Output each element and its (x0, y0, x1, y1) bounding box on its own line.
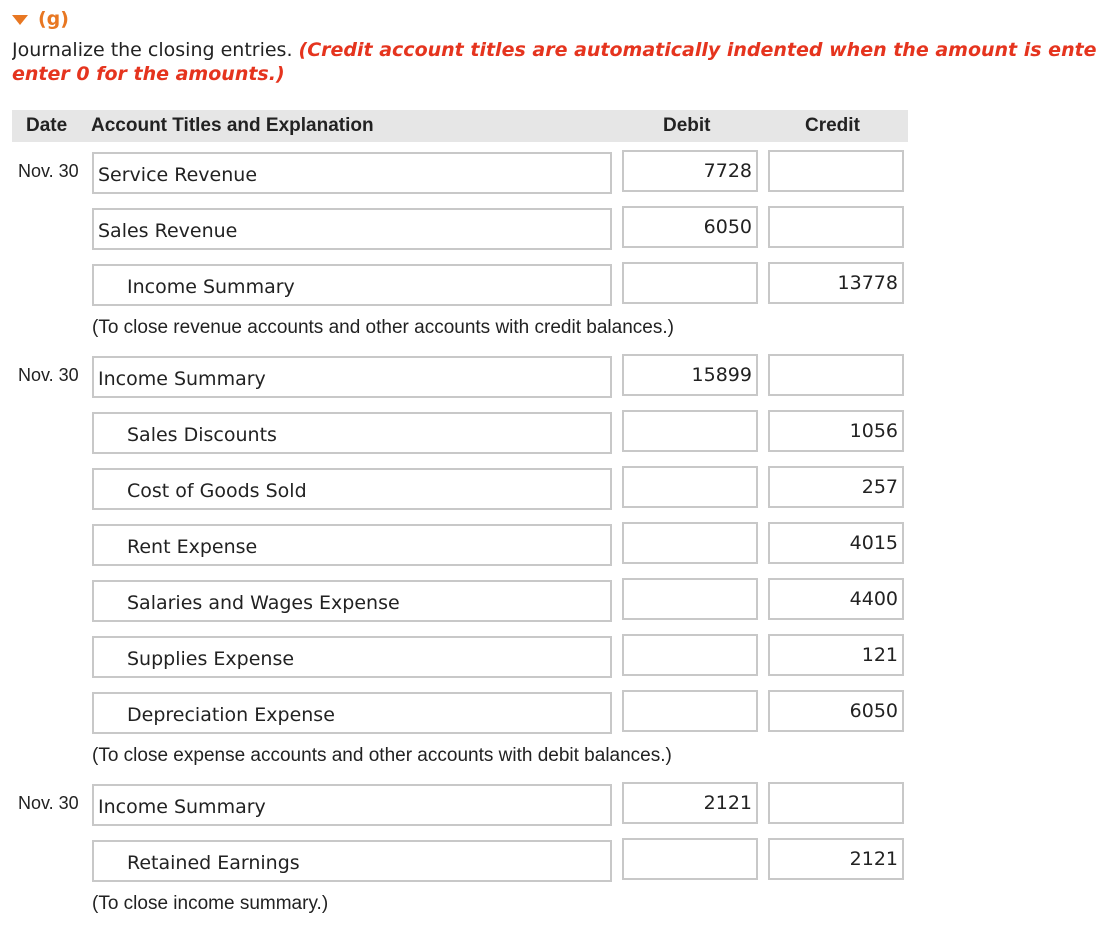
account-title-input[interactable]: Rent Expense (92, 524, 612, 566)
debit-input[interactable] (622, 410, 758, 452)
entry-explanation: (To close income summary.) (92, 893, 329, 914)
debit-input[interactable] (622, 262, 758, 304)
credit-input[interactable]: 6050 (768, 690, 904, 732)
debit-input[interactable] (622, 690, 758, 732)
debit-input[interactable] (622, 634, 758, 676)
account-title-input[interactable]: Income Summary (92, 356, 612, 398)
header-date: Date (26, 115, 68, 136)
account-title-input[interactable]: Service Revenue (92, 152, 612, 194)
section-label: (g) (38, 8, 69, 30)
header-debit: Debit (663, 115, 711, 136)
account-title-input[interactable]: Income Summary (92, 264, 612, 306)
table-header (12, 110, 908, 142)
debit-input[interactable]: 7728 (622, 150, 758, 192)
credit-input[interactable] (768, 782, 904, 824)
credit-input[interactable]: 121 (768, 634, 904, 676)
credit-input[interactable]: 257 (768, 466, 904, 508)
debit-input[interactable] (622, 838, 758, 880)
debit-input[interactable] (622, 466, 758, 508)
debit-input[interactable] (622, 578, 758, 620)
account-title-input[interactable]: Cost of Goods Sold (92, 468, 612, 510)
credit-input[interactable] (768, 150, 904, 192)
entry-date: Nov. 30 (18, 793, 79, 813)
instruction-warning-line2: enter 0 for the amounts.) (12, 63, 285, 85)
debit-input[interactable] (622, 522, 758, 564)
credit-input[interactable] (768, 206, 904, 248)
entry-date: Nov. 30 (18, 161, 79, 181)
credit-input[interactable]: 13778 (768, 262, 904, 304)
section-toggle[interactable] (12, 7, 69, 31)
account-title-input[interactable]: Supplies Expense (92, 636, 612, 678)
credit-input[interactable]: 4015 (768, 522, 904, 564)
header-account: Account Titles and Explanation (91, 115, 374, 136)
account-title-input[interactable]: Retained Earnings (92, 840, 612, 882)
account-title-input[interactable]: Salaries and Wages Expense (92, 580, 612, 622)
entry-explanation: (To close expense accounts and other accounts with debit balances.) (92, 745, 672, 766)
credit-input[interactable]: 2121 (768, 838, 904, 880)
entry-date: Nov. 30 (18, 365, 79, 385)
debit-input[interactable]: 6050 (622, 206, 758, 248)
caret-down-icon (12, 15, 28, 25)
instructions (12, 38, 1098, 86)
account-title-input[interactable]: Sales Revenue (92, 208, 612, 250)
credit-input[interactable]: 4400 (768, 578, 904, 620)
account-title-input[interactable]: Income Summary (92, 784, 612, 826)
instruction-text: Journalize the closing entries. (12, 39, 299, 61)
account-title-input[interactable]: Depreciation Expense (92, 692, 612, 734)
debit-input[interactable]: 2121 (622, 782, 758, 824)
entry-explanation: (To close revenue accounts and other accounts with credit balances.) (92, 317, 674, 338)
credit-input[interactable] (768, 354, 904, 396)
credit-input[interactable]: 1056 (768, 410, 904, 452)
instruction-warning: (Credit account titles are automatically indented when the amount is ente (298, 39, 1097, 61)
account-title-input[interactable]: Sales Discounts (92, 412, 612, 454)
header-credit: Credit (805, 115, 860, 136)
debit-input[interactable]: 15899 (622, 354, 758, 396)
